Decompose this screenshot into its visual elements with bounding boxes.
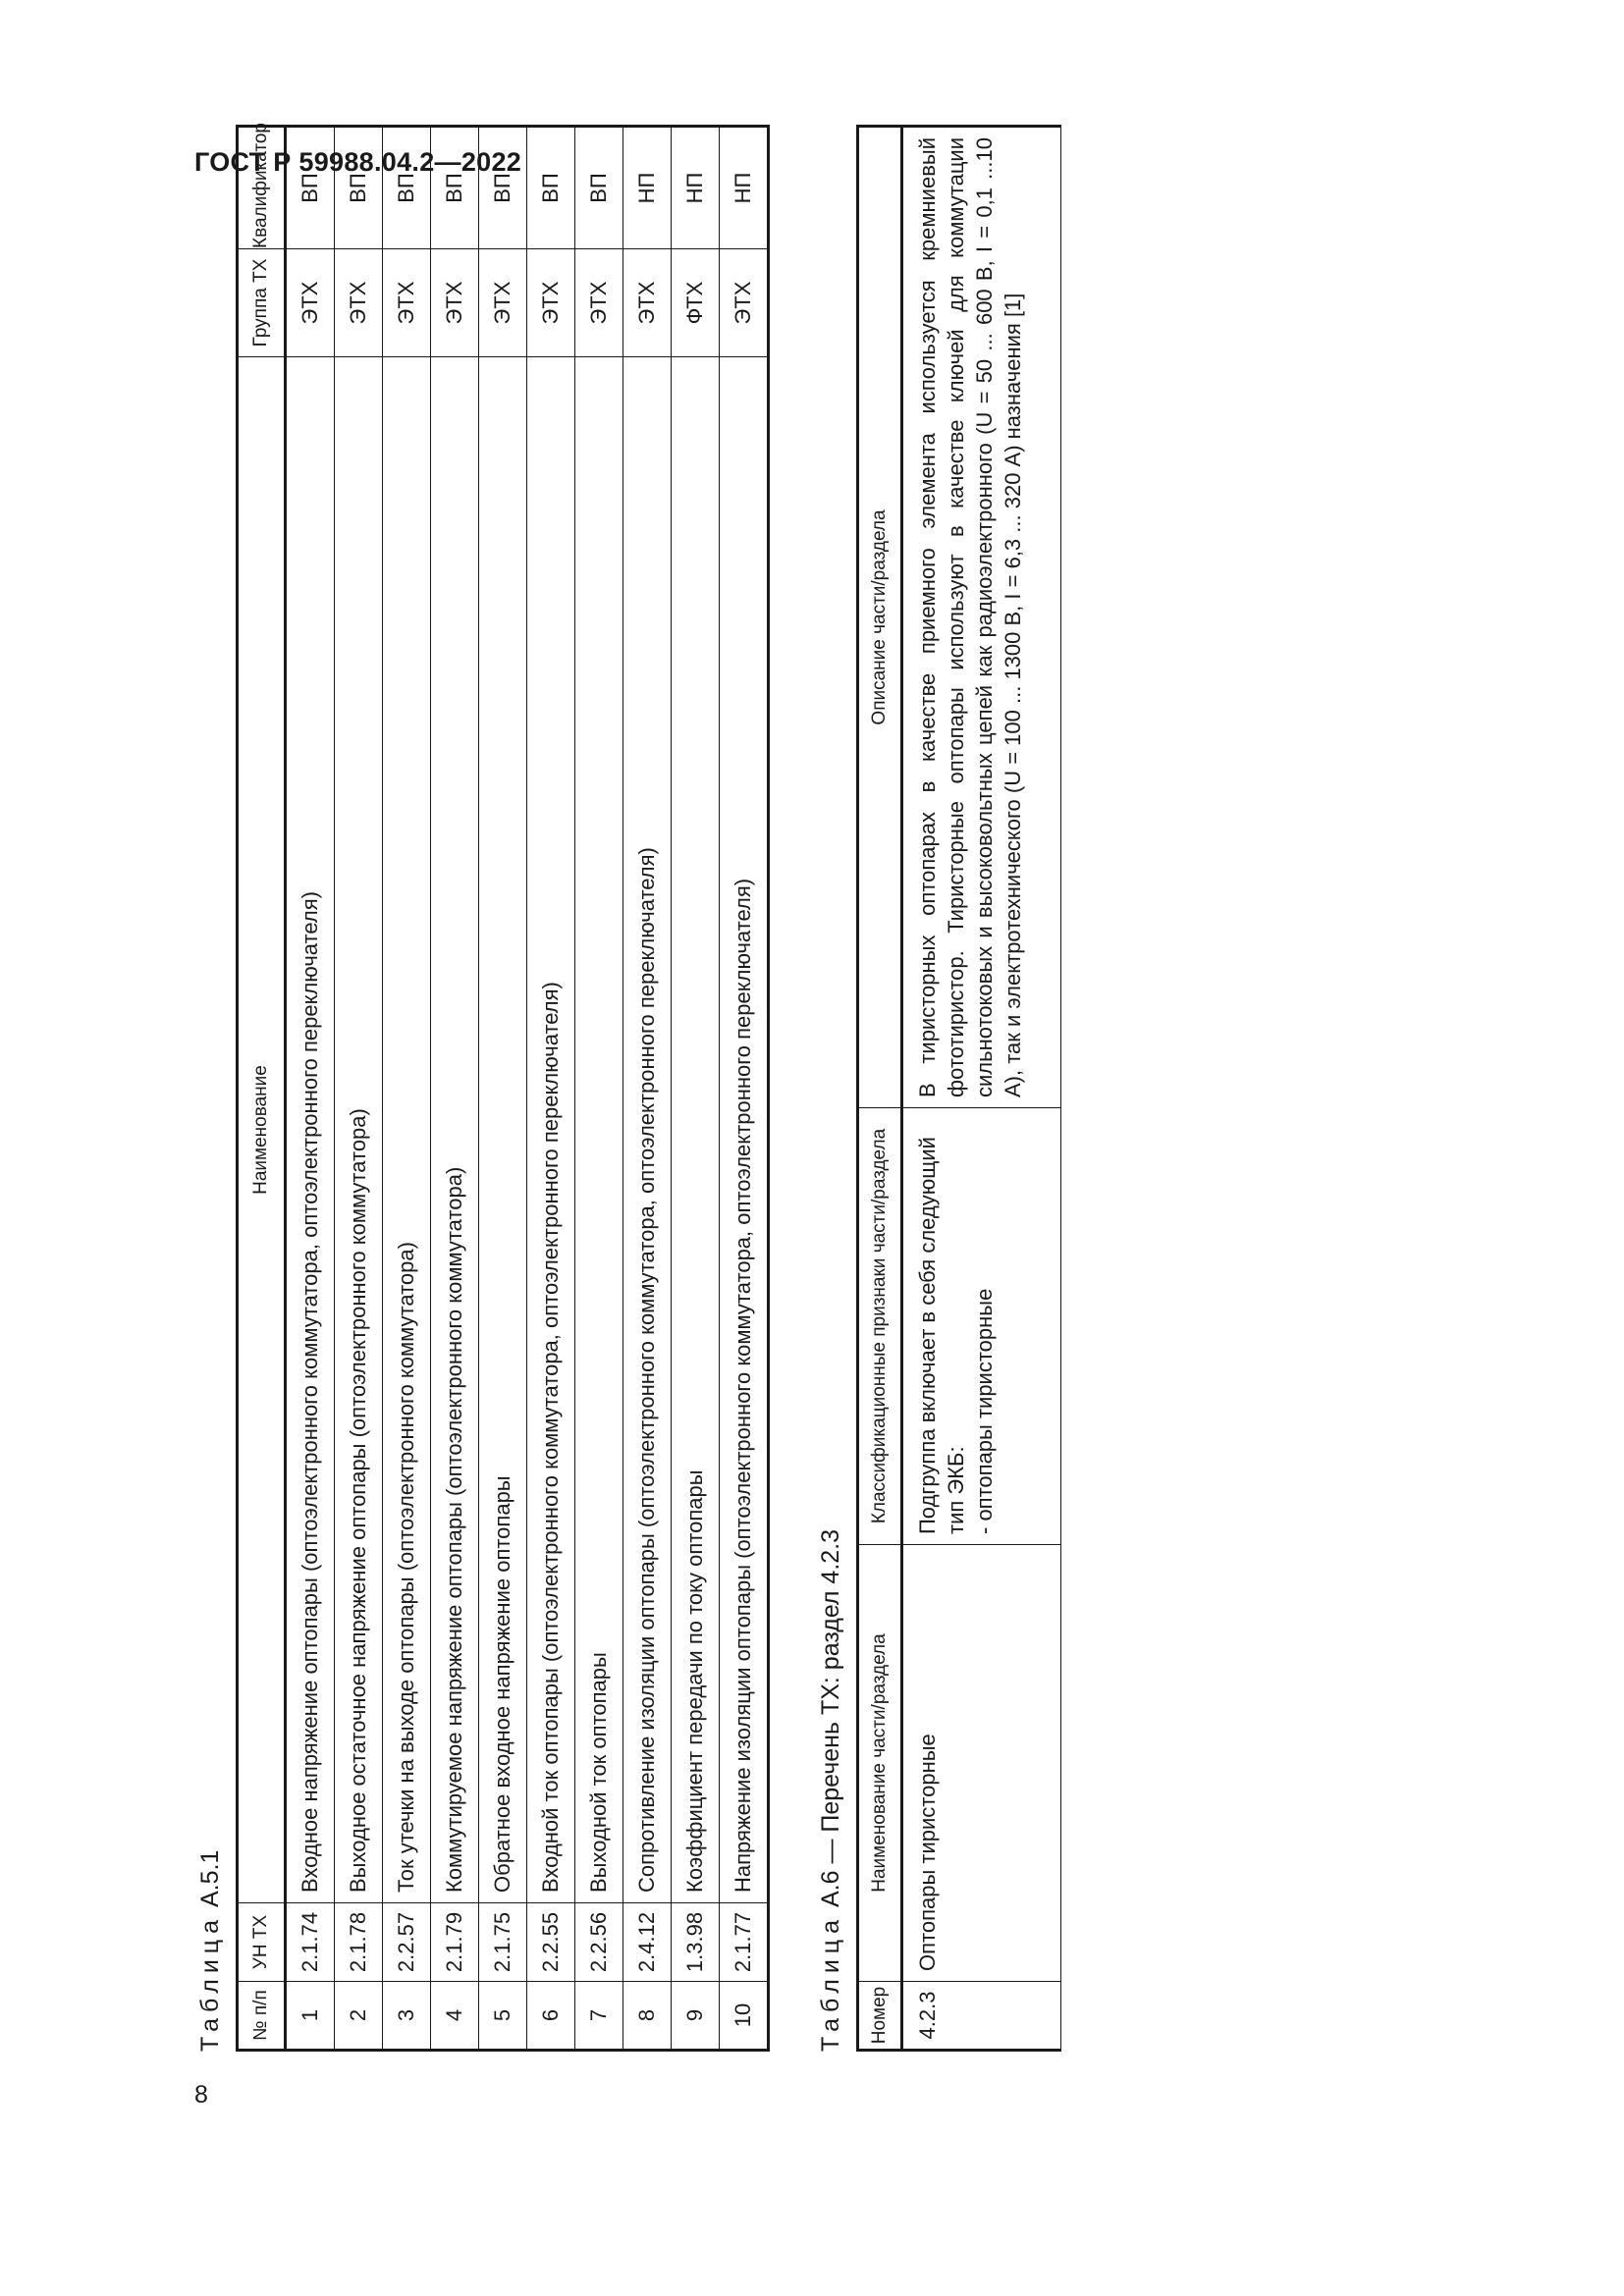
table-row — [431, 127, 479, 2051]
cell-group: ЭТХ — [575, 249, 623, 357]
cell-index: 10 — [720, 1982, 769, 2051]
cell-qualifier: ВП — [335, 127, 383, 249]
cell-index: 7 — [575, 1982, 623, 2051]
table-row — [720, 127, 769, 2051]
cell-qualifier: ВП — [286, 127, 335, 249]
cell-description: В тиристорных оптопарах в качестве приемного элемента используется кремниевый фототиристор. Тиристорные оптопары используют в качестве ключей для коммутации сильнотоковых и высоковольтных цепей как радиоэлектронного (U = 50 ... 600 В, I = 0,1 ...10 А), так и электротехнического (U = 100 ... 1300 В, I = 6,3 ... 320 А) назначения [1] — [902, 127, 1061, 1108]
table-a51 — [236, 125, 770, 2052]
table-row — [575, 127, 623, 2051]
cell-name: Оптопары тиристорные — [902, 1545, 1061, 1982]
table-a6-caption — [817, 125, 856, 2052]
cell-name: Входной ток оптопары (оптоэлектронного коммутатора, оптоэлектронного переключателя) — [527, 357, 575, 1903]
table-caption-word: Таблица — [196, 1913, 224, 2052]
cell-group: ЭТХ — [335, 249, 383, 357]
table-row — [527, 127, 575, 2051]
cell-qualifier: НП — [623, 127, 672, 249]
table-a51-caption — [196, 125, 236, 2052]
table-row — [623, 127, 672, 2051]
cell-index: 6 — [527, 1982, 575, 2051]
cell-qualifier: ВП — [479, 127, 527, 249]
cell-name: Коэффициент передачи по току оптопары — [672, 357, 720, 1903]
cell-name: Ток утечки на выходе оптопары (оптоэлектронного коммутатора) — [383, 357, 431, 1903]
cell-group: ЭТХ — [623, 249, 672, 357]
table-row — [902, 127, 1061, 2051]
table-header-row — [858, 127, 902, 2051]
cell-number: 4.2.3 — [902, 1982, 1061, 2051]
page-number: 8 — [194, 2081, 208, 2109]
features-line: - оптопары тиристорные — [972, 1288, 997, 1534]
cell-index: 4 — [431, 1982, 479, 2051]
features-line: Подгруппа включает в себя следующий тип ЭКБ: — [915, 1137, 968, 1534]
cell-name: Напряжение изоляции оптопары (оптоэлектронного коммутатора, оптоэлектронного переключателя) — [720, 357, 769, 1903]
cell-group: ЭТХ — [431, 249, 479, 357]
cell-group: ЭТХ — [527, 249, 575, 357]
cell-index: 2 — [335, 1982, 383, 2051]
cell-index: 1 — [286, 1982, 335, 2051]
table-caption-id: А.5.1 — [196, 1849, 224, 1908]
column-header-name: Наименование — [238, 357, 286, 1903]
table-row — [479, 127, 527, 2051]
cell-features — [902, 1108, 1061, 1545]
column-header-qualifier: Квалификатор — [238, 127, 286, 249]
cell-qualifier: ВП — [431, 127, 479, 249]
column-header-features: Классификационные признаки части/раздела — [858, 1108, 902, 1545]
cell-code: 2.4.12 — [623, 1903, 672, 1982]
cell-qualifier: ВП — [575, 127, 623, 249]
cell-code: 2.1.74 — [286, 1903, 335, 1982]
column-header-code: УН ТХ — [238, 1903, 286, 1982]
table-header-row — [238, 127, 286, 2051]
cell-index: 5 — [479, 1982, 527, 2051]
column-header-name: Наименование части/раздела — [858, 1545, 902, 1982]
cell-qualifier: ВП — [383, 127, 431, 249]
cell-code: 2.1.79 — [431, 1903, 479, 1982]
column-header-group: Группа ТХ — [238, 249, 286, 357]
cell-qualifier: ВП — [527, 127, 575, 249]
cell-name: Входное напряжение оптопары (оптоэлектронного коммутатора, оптоэлектронного переключателя) — [286, 357, 335, 1903]
table-a6 — [856, 125, 1061, 2052]
cell-group: ЭТХ — [720, 249, 769, 357]
column-header-description: Описание части/раздела — [858, 127, 902, 1108]
cell-index: 3 — [383, 1982, 431, 2051]
column-header-number: № п/п — [238, 1982, 286, 2051]
cell-index: 8 — [623, 1982, 672, 2051]
cell-code: 2.1.75 — [479, 1903, 527, 1982]
cell-index: 9 — [672, 1982, 720, 2051]
cell-code: 2.2.57 — [383, 1903, 431, 1982]
cell-group: ФТХ — [672, 249, 720, 357]
cell-name: Обратное входное напряжение оптопары — [479, 357, 527, 1903]
cell-code: 2.2.55 — [527, 1903, 575, 1982]
cell-name: Выходной ток оптопары — [575, 357, 623, 1903]
table-row — [383, 127, 431, 2051]
cell-code: 2.1.77 — [720, 1903, 769, 1982]
cell-group: ЭТХ — [479, 249, 527, 357]
cell-code: 2.1.78 — [335, 1903, 383, 1982]
table-a51-block — [196, 125, 770, 2052]
table-caption-word: Таблица — [817, 1913, 844, 2052]
cell-name: Сопротивление изоляции оптопары (оптоэлектронного коммутатора, оптоэлектронного переключателя) — [623, 357, 672, 1903]
document-code: ГОСТ Р 59988.04.2—2022 — [194, 147, 522, 177]
table-row — [286, 127, 335, 2051]
cell-code: 1.3.98 — [672, 1903, 720, 1982]
cell-group: ЭТХ — [383, 249, 431, 357]
table-a6-block — [817, 125, 1061, 2052]
cell-code: 2.2.56 — [575, 1903, 623, 1982]
column-header-number: Номер — [858, 1982, 902, 2051]
cell-name: Выходное остаточное напряжение оптопары (оптоэлектронного коммутатора) — [335, 357, 383, 1903]
cell-qualifier: НП — [672, 127, 720, 249]
cell-group: ЭТХ — [286, 249, 335, 357]
cell-qualifier: НП — [720, 127, 769, 249]
cell-name: Коммутируемое напряжение оптопары (оптоэлектронного коммутатора) — [431, 357, 479, 1903]
table-row — [335, 127, 383, 2051]
table-row — [672, 127, 720, 2051]
table-caption-rest: А.6 — Перечень ТХ: раздел 4.2.3 — [817, 1528, 844, 1908]
